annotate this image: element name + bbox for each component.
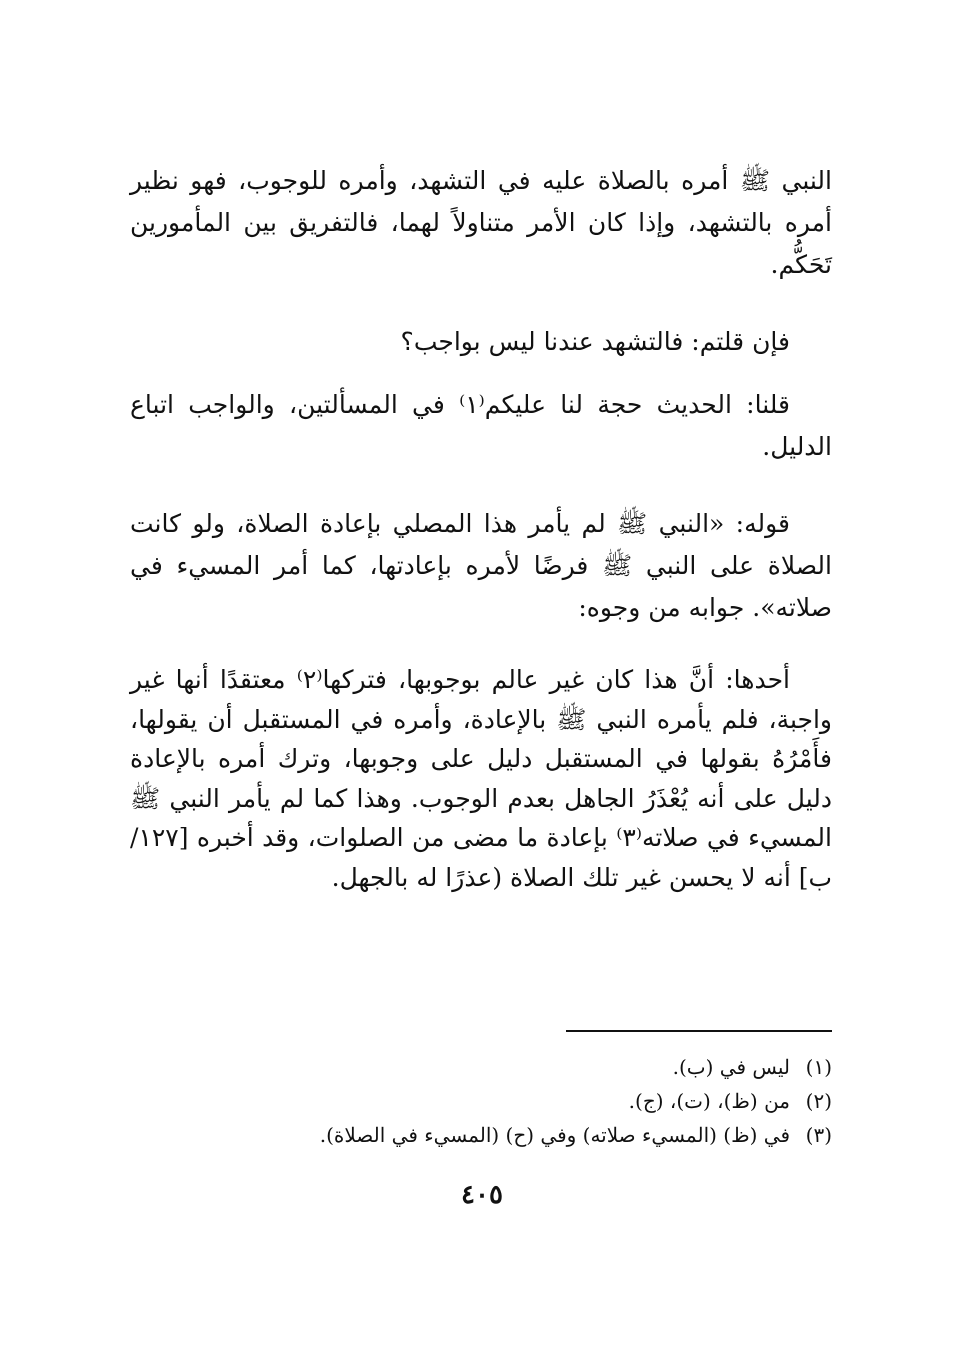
page-number: ٤٠٥ [461,1180,503,1210]
footnote-divider [566,1030,832,1032]
footnote-2 [130,1084,832,1118]
footnote-text: ليس في (ب). [672,1055,790,1079]
footnotes [130,1050,832,1152]
footnote-1 [130,1050,832,1084]
footnote-text: من (ظ)، (ت)، (ج). [628,1089,790,1113]
paragraph-text: النبي ﷺ أمره بالصلاة عليه في التشهد، وأمره للوجوب، فهو نظير أمره بالتشهد، وإذا كان الأمر متناولاً لهما، فالتفريق بين المأمورين تَحَكُّم. [130,166,832,279]
footnote-text: في (ظ) (المسيء صلاته) وفي (ح) (المسيء في الصلاة). [319,1123,790,1147]
paragraph-text: فإن قلتم: فالتشهد عندنا ليس بواجب؟ [400,327,790,356]
footnote-3 [130,1118,832,1152]
paragraph-1 [130,160,832,286]
paragraph-text: قلنا: الحديث حجة لنا عليكم⁽١⁾ في المسألتين، والواجب اتباع الدليل. [130,390,832,461]
paragraph-3 [130,384,832,468]
paragraph-4 [130,503,832,629]
paragraph-text: أحدها: أنَّ هذا كان غير عالم بوجوبها، فتركها⁽٢⁾ معتقدًا أنها غير واجبة، فلم يأمره النبي ﷺ بالإعادة، وأمره في المستقبل أن يقولها، فأَمْرُهُ بقولها في المستقبل دليل على وجوبها، وترك أمره بالإعادة دليل على أنه يُعْذَرُ الجاهل بعدم الوجوب. وهذا كما لم يأمر النبي ﷺ المسيء في صلاته⁽٣⁾ بإعادة ما مضى من الصلوات، وقد أخبره [١٢٧/ب] أنه لا يحسن غير تلك الصلاة (عذرًا له بالجهل. [130,665,832,892]
paragraph-5 [130,660,832,897]
paragraph-text: قوله: «النبي ﷺ لم يأمر هذا المصلي بإعادة الصلاة، ولو كانت الصلاة على النبي ﷺ فرضًا لأمره بإعادتها، كما أمر المسيء في صلاته». جوابه من وجوه: [130,509,832,622]
paragraph-2 [130,321,832,363]
footnote-number: (١) [805,1055,832,1079]
footnote-number: (٣) [805,1123,832,1147]
footnote-number: (٢) [805,1089,832,1113]
